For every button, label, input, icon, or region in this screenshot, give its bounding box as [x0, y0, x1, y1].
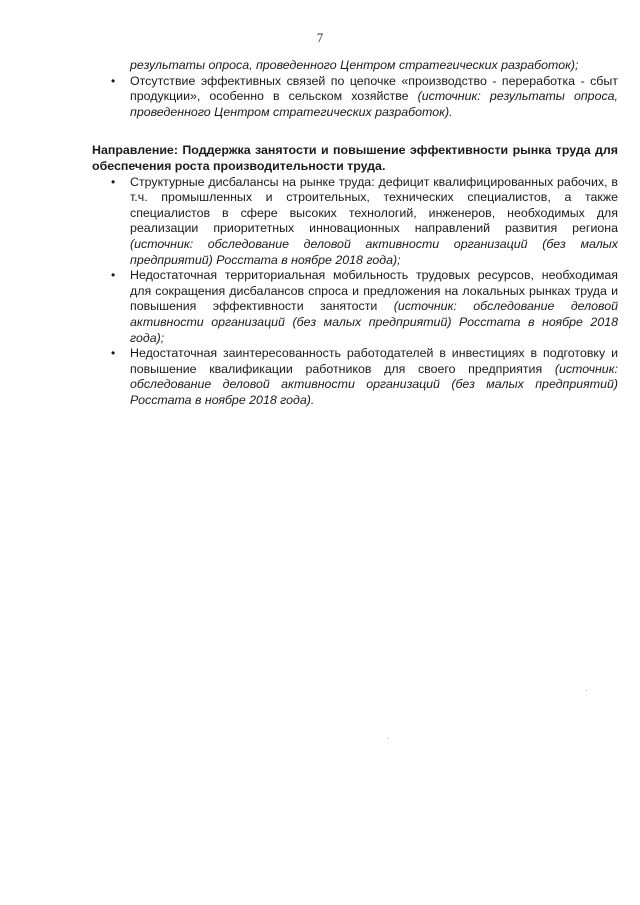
bullet-item — [92, 175, 618, 269]
bullet-source: (источник: результаты опроса, проведенного Центром стратегических разработок). — [130, 89, 618, 119]
bullet-item — [92, 74, 618, 121]
bullet-item — [92, 346, 618, 408]
bullet-item — [92, 268, 618, 346]
bullet-icon: • — [111, 268, 116, 283]
bullet-icon: • — [111, 73, 116, 88]
bullet-source: (источник: обследование деловой активности организаций (без малых предприятий) Росстата в ноябре 2018 года); — [130, 236, 618, 267]
bullet-text: Структурные дисбалансы на рынке труда: дефицит квалифицированных рабочих, в т.ч. промышленных и строительных, технических специалистов, а также специалистов в сфере высоких технологий, инженеров, необходимых для реализации приоритетных инновационных направлений развития региона — [130, 174, 618, 236]
bullet-icon: • — [111, 346, 116, 361]
scan-speck — [586, 690, 587, 691]
document-body — [92, 58, 618, 408]
page-number: 7 — [316, 30, 324, 45]
continued-source-text: результаты опроса, проведенного Центром стратегических разработок); — [130, 58, 579, 72]
bullet-source: (источник: обследование деловой активности организаций (без малых предприятий) Росстата в ноябре 2018 года). — [130, 361, 618, 407]
scan-speck — [388, 738, 389, 739]
bullet-text: Недостаточная территориальная мобильность трудовых ресурсов, необходимая для сокращения дисбалансов спроса и предложения на локальных рынках труда и повышения эффективности занятости — [130, 268, 618, 314]
bullet-text: Отсутствие эффективных связей по цепочке «производство - переработка - сбыт продукции», особенно в сельском хозяйстве — [130, 73, 618, 104]
bullet-source: (источник: обследование деловой активности организаций (без малых предприятий) Росстата в ноябре 2018 года); — [130, 299, 619, 345]
bullet-text: Недостаточная заинтересованность работодателей в инвестициях в подготовку и повышение квалификации работников для своего предприятия — [130, 346, 618, 376]
section-heading: Направление: Поддержка занятости и повышение эффективности рынка труда для обеспечения роста производительности труда. — [92, 143, 618, 173]
bullet-icon: • — [111, 174, 116, 189]
